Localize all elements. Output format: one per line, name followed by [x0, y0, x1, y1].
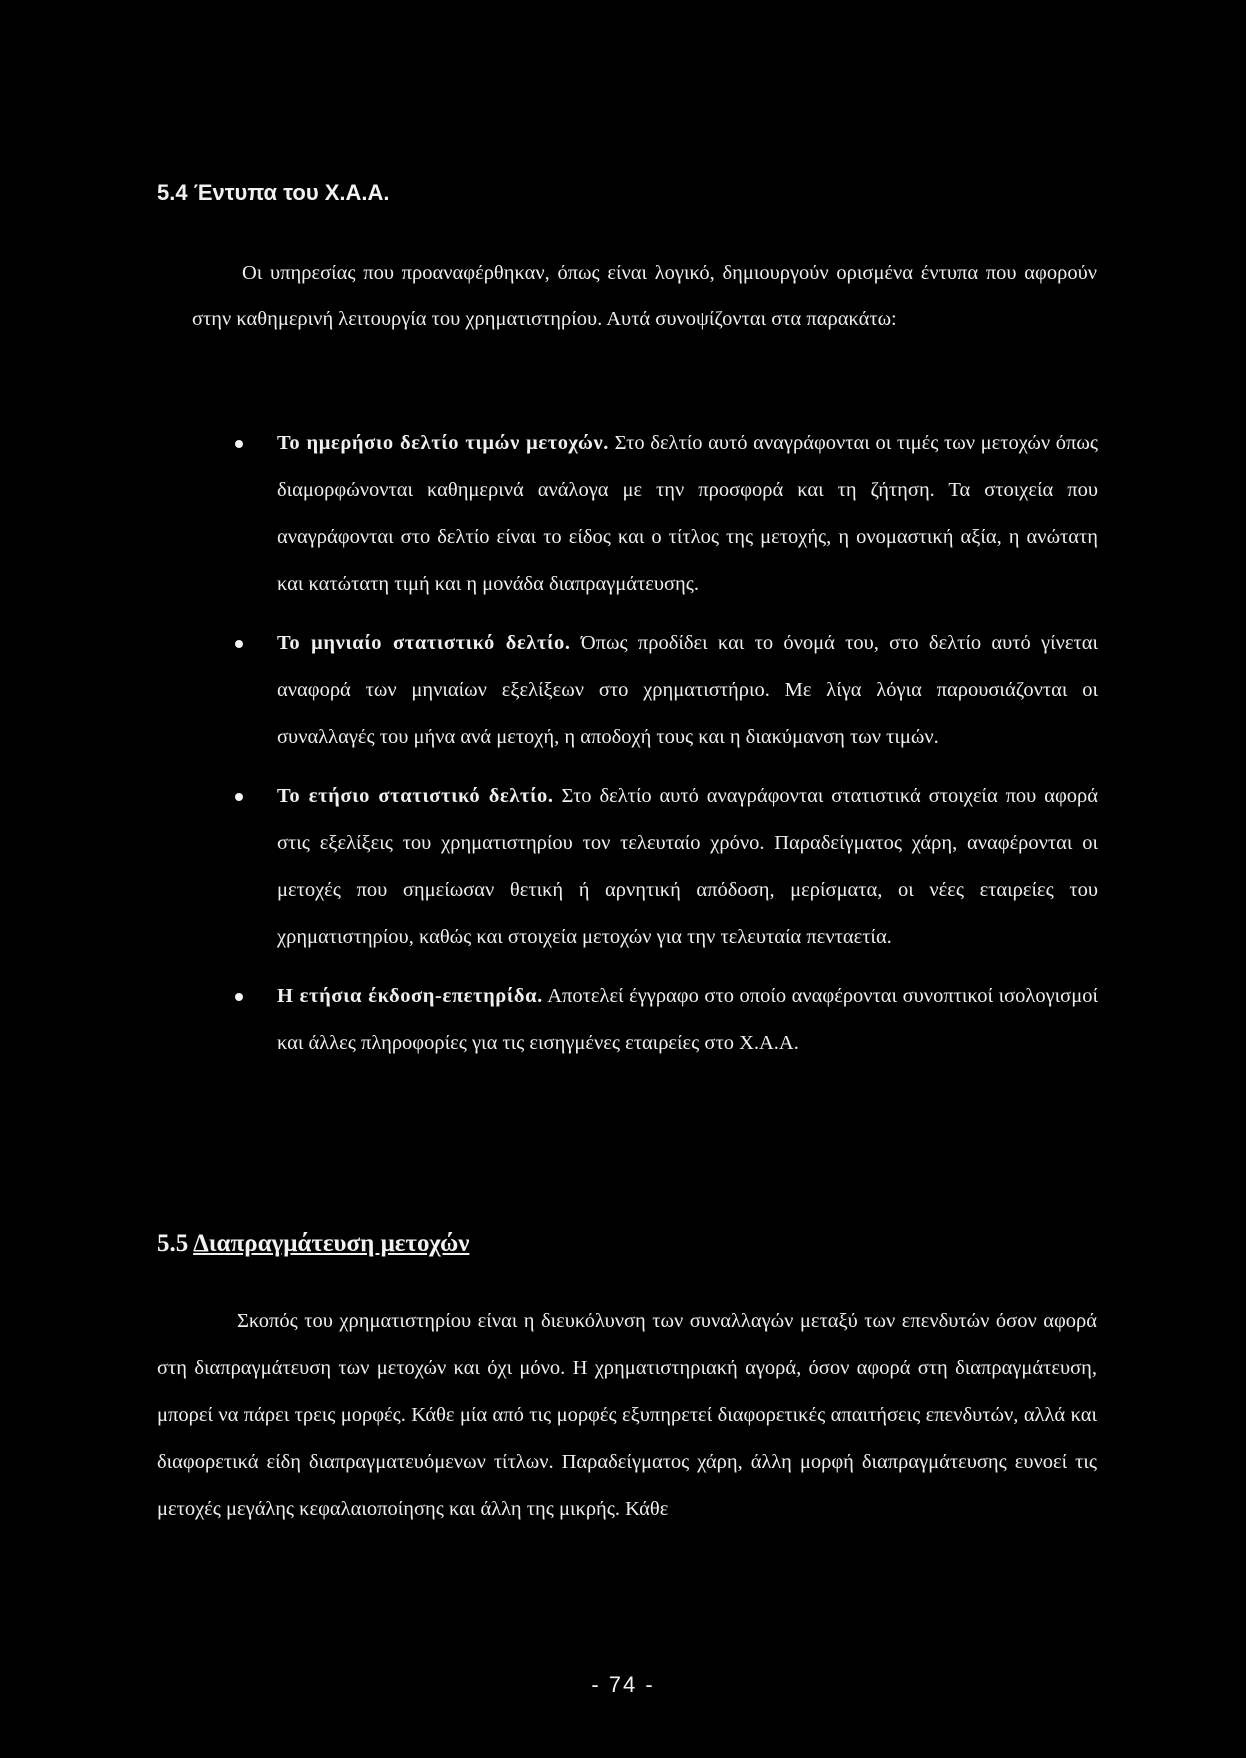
section-5-4-intro: Οι υπηρεσίας που προαναφέρθηκαν, όπως είναι λογικό, δημιουργούν ορισμένα έντυπα που αφορούν στην καθημερινή λειτουργία του χρηματιστηρίου. Αυτά συνοψίζονται στα παρακάτω: [192, 262, 1097, 330]
list-item-term: Το ημερήσιο δελτίο τιμών μετοχών. [277, 432, 609, 454]
list-item [205, 420, 1098, 608]
bullet-dot-icon [235, 993, 243, 1001]
section-5-5-body: Σκοπός του χρηματιστηρίου είναι η διευκόλυνση των συναλλαγών μεταξύ των επενδυτών όσον αφορά στη διαπραγμάτευση των μετοχών και όχι μόνο. Η χρηματιστηριακή αγορά, όσον αφορά στη διαπραγμάτευση, μπορεί να πάρει τρεις μορφές. Κάθε μία από τις μορφές εξυπηρετεί διαφορετικές απαιτήσεις επενδυτών, αλλά και διαφορετικά είδη διαπραγματευόμενων τίτλων. Παραδείγματος χάρη, άλλη μορφή διαπραγμάτευσης ευνοεί τις μετοχές μεγάλης κεφαλαιοποίησης και άλλη της μικρής. Κάθε [157, 1310, 1097, 1520]
list-item [205, 620, 1098, 761]
section-5-5-title: Διαπραγμάτευση μετοχών [193, 1230, 470, 1257]
section-5-5-heading [157, 1230, 469, 1258]
printed-materials-list [205, 420, 1098, 1079]
section-5-5-number: 5.5 [157, 1230, 194, 1257]
bullet-dot-icon [235, 640, 243, 648]
list-item-text: Στο δελτίο αυτό αναγράφονται στατιστικά στοιχεία που αφορά στις εξελίξεις του χρηματιστηρίου τον τελευταίο χρόνο. Παραδείγματος χάρη, αναφέρονται οι μετοχές που σημείωσαν θετική ή αρνητική απόδοση, μερίσματα, οι νέες εταιρείες του χρηματιστηρίου, καθώς και στοιχεία μετοχών για την τελευταία πενταετία. [277, 785, 1098, 948]
list-item-text: Στο δελτίο αυτό αναγράφονται οι τιμές των μετοχών όπως διαμορφώνονται καθημερινά ανάλογα με την προσφορά και τη ζήτηση. Τα στοιχεία που αναγράφονται στο δελτίο είναι το είδος και ο τίτλος της μετοχής, η ονομαστική αξία, η ανώτατη και κατώτατη τιμή και η μονάδα διαπραγμάτευσης. [277, 432, 1098, 595]
page-number: - 74 - [591, 1672, 655, 1697]
bullet-dot-icon [235, 793, 243, 801]
list-item [205, 973, 1098, 1067]
list-item-term: Η ετήσια έκδοση-επετηρίδα. [277, 985, 543, 1007]
bullet-dot-icon [235, 440, 243, 448]
list-item [205, 773, 1098, 961]
section-5-4-heading: 5.4 Έντυπα του Χ.Α.Α. [157, 180, 390, 205]
list-item-term: Το ετήσιο στατιστικό δελτίο. [277, 785, 554, 807]
list-item-text: Αποτελεί έγγραφο στο οποίο αναφέρονται συνοπτικοί ισολογισμοί και άλλες πληροφορίες για τις εισηγμένες εταιρείες στο Χ.Α.Α. [277, 985, 1098, 1054]
list-item-text: Όπως προδίδει και το όνομά του, στο δελτίο αυτό γίνεται αναφορά των μηνιαίων εξελίξεων στο χρηματιστήριο. Με λίγα λόγια παρουσιάζονται οι συναλλαγές του μήνα ανά μετοχή, η αποδοχή τους και η διακύμανση των τιμών. [277, 632, 1098, 748]
list-item-term: Το μηνιαίο στατιστικό δελτίο. [277, 632, 571, 654]
